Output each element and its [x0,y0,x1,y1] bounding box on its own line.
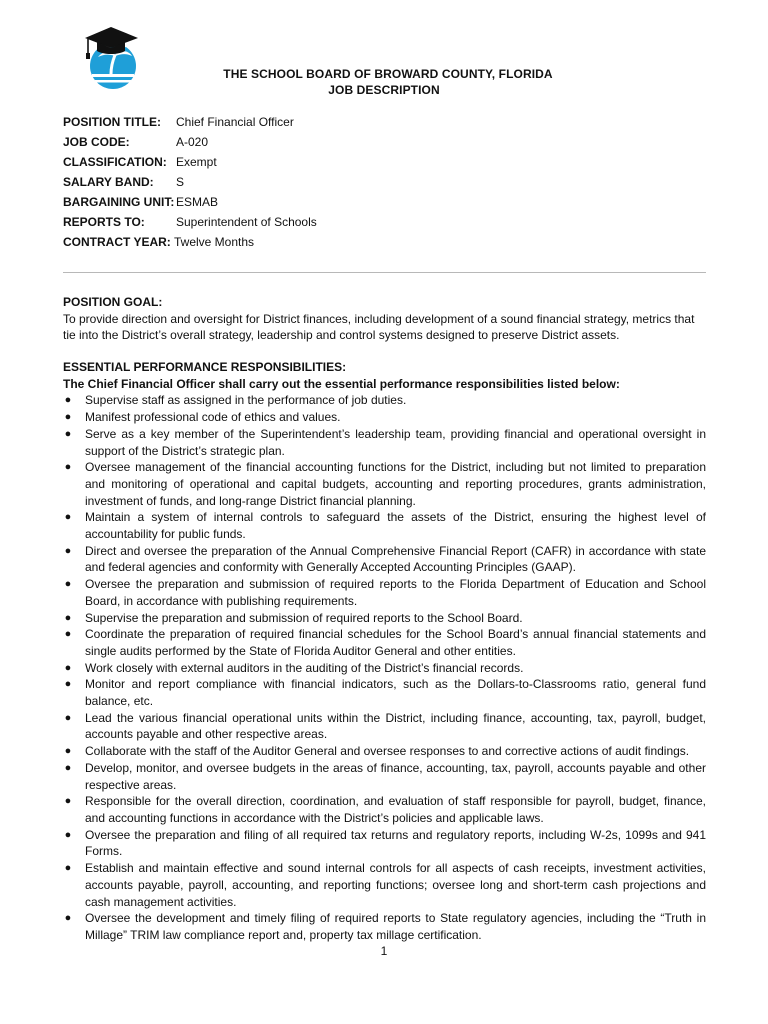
list-item-text: Monitor and report compliance with financial indicators, such as the Dollars-to-Classrooms ratio, general fund balance, etc. [85,677,706,709]
list-item-text: Collaborate with the staff of the Auditor General and oversee responses to and corrective actions of audit findings. [85,744,690,759]
bullet-icon: ● [64,761,72,774]
meta-label: CONTRACT YEAR: [63,235,171,249]
list-item-text: Supervise the preparation and submission of required reports to the School Board. [85,610,523,625]
bullet-icon: ● [64,711,72,724]
responsibilities-section [63,359,706,944]
bullet-icon: ● [64,828,72,841]
meta-value: Exempt [176,155,217,169]
position-metadata [63,115,317,255]
list-item-text: Oversee the development and timely filing of required reports to State regulatory agencies, including the “Truth in Millage” TRIM law compliance report and, property tax millage certification. [85,911,706,942]
list-item [63,860,706,910]
section-divider [63,272,706,273]
list-item-text: Direct and oversee the preparation of the Annual Comprehensive Financial Report (CAFR) in accordance with state and federal agencies and conformity with Generally Accepted Accounting Principles (GAAP). [85,543,706,575]
document-title-line2: JOB DESCRIPTION [328,83,440,97]
bullet-icon: ● [64,745,72,758]
list-item-text: Coordinate the preparation of required financial schedules for the School Board’s annual financial statements and single audits performed by the State of Florida Auditor General and other entities. [85,627,706,658]
meta-value: Chief Financial Officer [176,115,294,129]
bullet-icon: ● [64,394,72,407]
list-item [63,392,706,409]
list-item [63,409,706,426]
responsibilities-list [63,392,706,943]
meta-label: REPORTS TO: [63,215,145,229]
meta-row-position-title [63,115,317,135]
list-item [63,676,706,709]
list-item [63,576,706,609]
meta-value: Superintendent of Schools [176,215,317,229]
list-item [63,610,706,627]
meta-row-salary-band [63,175,317,195]
meta-label: POSITION TITLE: [63,115,161,129]
bullet-icon: ● [64,611,72,624]
meta-row-contract-year [63,235,317,255]
list-item [63,910,706,943]
list-item-text: Establish and maintain effective and sound internal controls for all aspects of cash receipts, investment activities, accounts payable, payroll, accounting, and reporting functions; oversee long and short-term cash projections and cash management activities. [85,861,706,909]
list-item [63,793,706,826]
bullet-icon: ● [64,578,72,591]
list-item-text: Oversee the preparation and filing of all required tax returns and regulatory reports, including W-2s, 1099s and 941 Forms. [85,827,706,859]
meta-value: ESMAB [176,195,219,209]
bullet-icon: ● [64,544,72,557]
meta-row-bargaining-unit [63,195,317,215]
bullet-icon: ● [64,427,72,440]
bullet-icon: ● [64,795,72,808]
list-item-text: Lead the various financial operational units within the District, including finance, accounting, tax, payroll, budget, accounts payable and other respective areas. [85,710,706,742]
position-goal-heading: POSITION GOAL: [63,295,163,309]
meta-value: A-020 [176,135,209,149]
list-item [63,426,706,459]
list-item [63,760,706,793]
list-item [63,827,706,860]
position-goal-section [63,294,706,344]
list-item-text: Serve as a key member of the Superintendent’s leadership team, providing financial and operational oversight in support of the District’s strategic plan. [85,426,706,458]
list-item-text: Supervise staff as assigned in the performance of job duties. [85,393,407,408]
meta-value: Twelve Months [174,235,255,249]
bullet-icon: ● [64,862,72,875]
list-item [63,626,706,659]
bullet-icon: ● [64,912,72,925]
list-item-text: Manifest professional code of ethics and values. [85,410,341,425]
meta-row-job-code [63,135,317,155]
list-item-text: Oversee the preparation and submission of required reports to the Florida Department of Education and School Board, in accordance with publishing requirements. [85,577,706,608]
bullet-icon: ● [64,661,72,674]
meta-label: SALARY BAND: [63,175,154,189]
list-item [63,710,706,743]
bullet-icon: ● [64,511,72,524]
bullet-icon: ● [64,678,72,691]
document-title-line1: THE SCHOOL BOARD OF BROWARD COUNTY, FLORIDA [223,67,553,81]
list-item [63,743,706,760]
bullet-icon: ● [64,411,72,424]
meta-row-classification [63,155,317,175]
list-item-text: Responsible for the overall direction, coordination, and evaluation of staff responsible for payroll, budget, finance, and accounting functions in accordance with the District’s policies and applicable laws. [85,794,706,825]
list-item [63,509,706,542]
list-item-text: Work closely with external auditors in the auditing of the District’s financial records. [85,660,524,675]
responsibilities-subheading: The Chief Financial Officer shall carry out the essential performance responsibilities listed below: [63,376,620,391]
list-item [63,543,706,576]
list-item-text: Develop, monitor, and oversee budgets in the areas of finance, accounting, tax, payroll, accounts payable and other respective areas. [85,760,706,792]
responsibilities-heading: ESSENTIAL PERFORMANCE RESPONSIBILITIES: [63,360,347,374]
list-item-text: Oversee management of the financial accounting functions for the District, including but not limited to preparation and monitoring of operational and capital budgets, accounting and reporting procedures, grants administration, investment of funds, and long-range District financial planning. [85,460,706,508]
meta-row-reports-to [63,215,317,235]
list-item [63,459,706,509]
meta-value: S [176,175,185,189]
position-goal-text: To provide direction and oversight for District finances, including development of a sound financial strategy, metrics that tie into the District’s overall strategy, leadership and control systems designed to preserve District assets. [63,311,695,343]
bullet-icon: ● [64,628,72,641]
list-item [63,660,706,677]
list-item-text: Maintain a system of internal controls to safeguard the assets of the District, ensuring the highest level of accountability for public funds. [85,510,706,542]
meta-label: JOB CODE: [63,135,130,149]
page-number: 1 [380,944,388,958]
meta-label: CLASSIFICATION: [63,155,167,169]
bullet-icon: ● [64,461,72,474]
meta-label: BARGAINING UNIT: [63,195,175,209]
